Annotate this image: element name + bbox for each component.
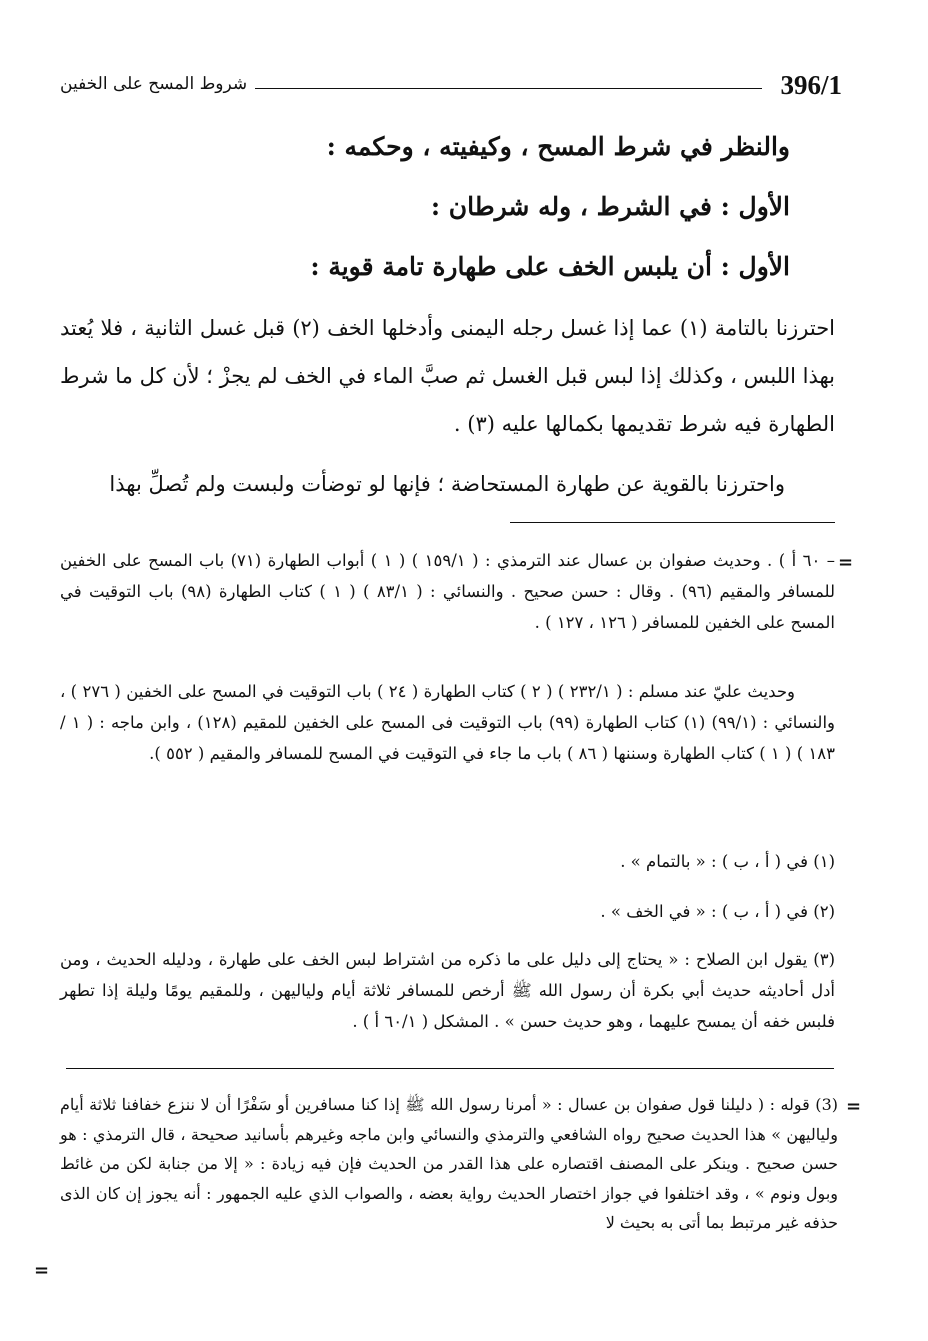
- paragraph-strong-purity: واحترزنا بالقوية عن طهارة المستحاضة ؛ فإنها لو توضأت ولبست ولم تُصلِّ بهذا: [109, 472, 785, 496]
- paragraph-complete-purity: احترزنا بالتامة (١) عما إذا غسل رجله اليمنى وأدخلها الخف (٢) قبل غسل الثانية ، فلا يُعتد بهذا اللبس ، وكذلك إذا لبس قبل الغسل ثم صبَّ الماء في الخف لم يجزْ ؛ لأن كل ما شرط الطهارة فيه شرط تقديمها بكمالها عليه (٣) .: [60, 316, 836, 436]
- continuation-mark: =: [838, 552, 854, 573]
- lower-note-separator: [66, 1068, 834, 1069]
- footnote-separator: [510, 522, 835, 523]
- lower-note: (3) قوله : ( دليلنا قول صفوان بن عسال : « أمرنا رسول الله ﷺ إذا كنا مسافرين أو سَفْرًا أن لا ننزع خفافنا ثلاثة أيام ولياليهن » هذا الحديث صحيح رواه الشافعي والترمذي والنسائي وابن ماجه وغيرهم بأسانيد صحيحة ، قال الترمذي : هو حسن صحيح . وينكر على المصنف اقتصاره على هذا القدر من الحديث فإن فيه زيادة : « إلا من جنابة لكن من غائط وبول ونوم » ، وقد اختلفوا في جواز اختصار الحديث رواية بعضه ، والصواب الذي عليه الجمهور : أنه يجوز إن كان الذى حذفه غير مرتبط بما أتى به بحيث لا: [60, 1095, 838, 1232]
- footnote-3: (٣) يقول ابن الصلاح : « يحتاج إلى دليل على ما ذكره من اشتراط لبس الخف على طهارة ، ودليله الحديث ، ومن أدل أحاديثه حديث أبي بكرة أن رسول الله ﷺ أرخص للمسافر ثلاثة أيام ولياليهن ، وللمقيم يومًا وليلة إذا تطهر فلبس خفه أن يمسح عليهما ، وهو حديث حسن » . المشكل ( ٦٠/١ أ ) .: [60, 950, 835, 1031]
- heading-first-section: الأول : في الشرط ، وله شرطان :: [430, 192, 790, 221]
- page-header: [60, 68, 850, 108]
- heading-first-condition: الأول : أن يلبس الخف على طهارة تامة قوية :: [310, 252, 790, 281]
- footnote-ali-hadith: وحديث عليّ عند مسلم : ( ٢٣٢/١ ) ( ٢ ) كتاب الطهارة ( ٢٤ ) باب التوقيت في المسح على الخفين ( ٢٧٦ ) ، والنسائي : (٩٩/١) (١) كتاب الطهارة (٩٩) باب التوقيت فى المسح على الخفين للمقيم (١٢٨) ، وابن ماجه : ( ١ / ١٨٣ ) ( ١ ) كتاب الطهارة وسننها ( ٨٦ ) باب ما جاء في التوقيت في المسح للمسافر والمقيم ( ٥٥٢ ).: [60, 682, 835, 763]
- heading-conditions: والنظر في شرط المسح ، وكيفيته ، وحكمه :: [326, 132, 790, 161]
- header-rule: [255, 88, 762, 89]
- running-title: شروط المسح على الخفين: [60, 74, 248, 94]
- lower-note-start-mark: =: [846, 1096, 862, 1117]
- page-number: 396/1: [780, 70, 842, 100]
- footnote-continuation: – ٦٠ أ ) . وحديث صفوان بن عسال عند الترمذي : ( ١٥٩/١ ) ( ١ ) أبواب الطهارة (٧١) باب المسح على الخفين للمسافر والمقيم (٩٦) . وقال : حسن صحيح . والنسائي : ( ٨٣/١ ) ( ١ ) كتاب الطهارة (٩٨) باب التوقيت في المسح على الخفين للمسافر ( ١٢٦ ، ١٢٧ ) .: [60, 551, 836, 632]
- footnote-1: (١) في ( أ ، ب ) : « بالتمام » .: [620, 852, 835, 871]
- lower-note-end-mark: =: [34, 1260, 50, 1281]
- footnote-2: (٢) في ( أ ، ب ) : « في الخف » .: [600, 902, 835, 921]
